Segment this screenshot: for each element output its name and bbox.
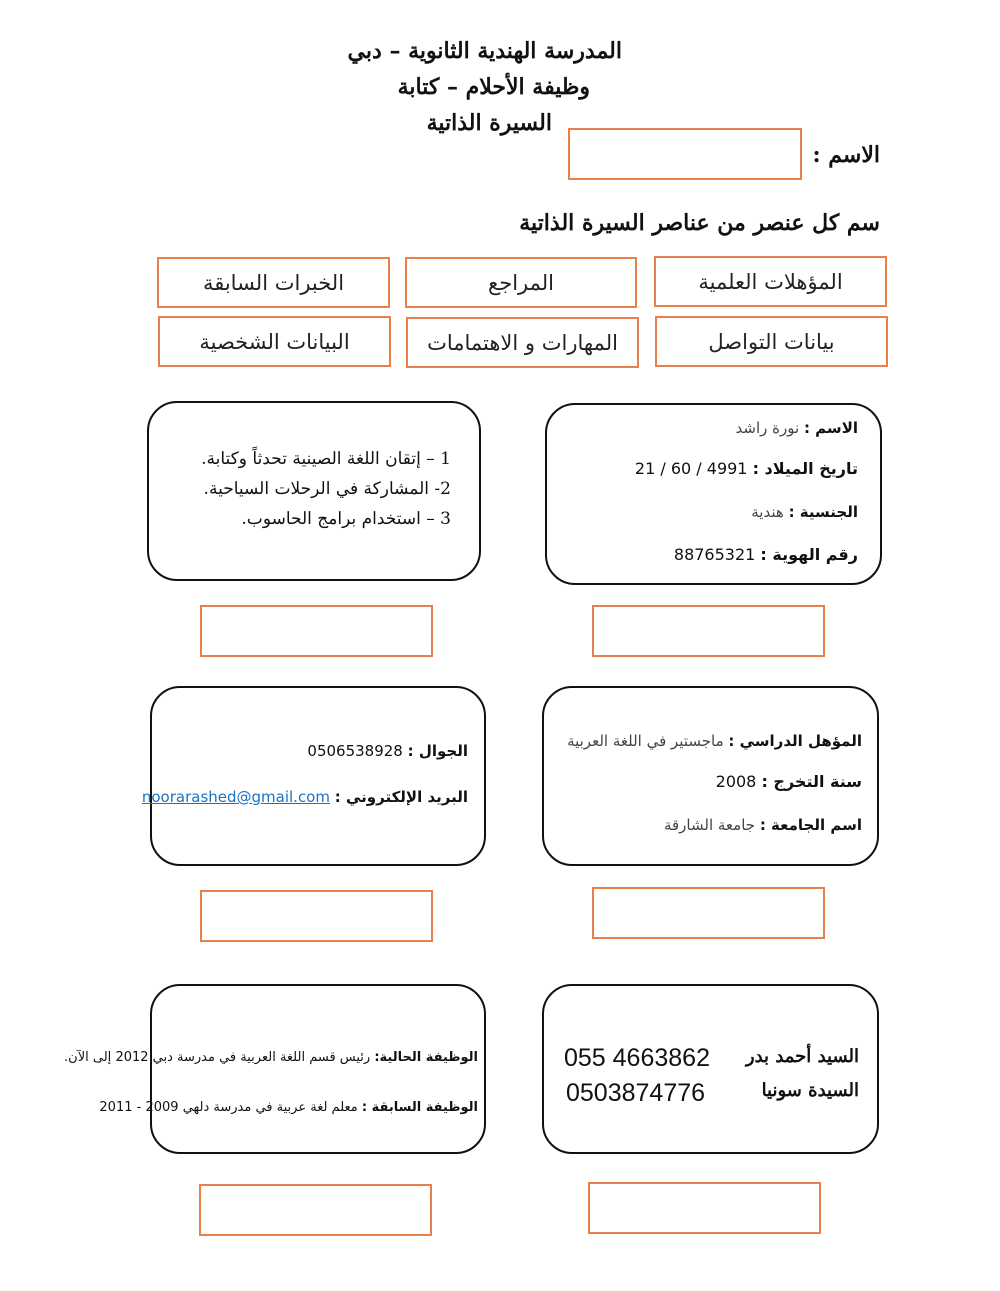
email-label: البريد الإلكتروني : bbox=[334, 788, 468, 806]
mobile-row bbox=[307, 742, 468, 760]
answer-box-skills[interactable] bbox=[200, 605, 433, 657]
mobile-label: الجوال : bbox=[407, 742, 468, 760]
ref2-phone: 0503874776 bbox=[566, 1079, 706, 1107]
option-personal[interactable]: البيانات الشخصية bbox=[158, 316, 391, 367]
option-qualifications[interactable]: المؤهلات العلمية bbox=[654, 256, 887, 307]
email-link[interactable]: noorarashed@gmail.com bbox=[141, 788, 330, 806]
university-label: اسم الجامعة : bbox=[759, 816, 862, 834]
answer-box-qualifications[interactable] bbox=[592, 887, 825, 939]
skill-line-3: 3 – استخدام برامج الحاسوب. bbox=[241, 509, 451, 529]
current-job-row bbox=[64, 1050, 478, 1065]
dob-label: تاريخ الميلاد : bbox=[752, 459, 858, 478]
previous-job-row bbox=[99, 1100, 478, 1115]
dob-row bbox=[635, 459, 858, 478]
contact-card bbox=[141, 686, 486, 866]
school-title: المدرسة الهندية الثانوية – دبي bbox=[347, 38, 622, 64]
references-card bbox=[542, 984, 879, 1154]
id-row bbox=[674, 545, 858, 564]
dob-value: 21 / 60 / 4991 bbox=[634, 459, 748, 478]
answer-box-personal[interactable] bbox=[592, 605, 825, 657]
current-job-label: الوظيفة الحالية: bbox=[374, 1050, 478, 1065]
option-contact[interactable]: بيانات التواصل bbox=[655, 316, 888, 367]
year-row bbox=[716, 772, 862, 791]
university-value: جامعة الشارقة bbox=[663, 816, 756, 834]
nationality-value: هندية bbox=[751, 503, 784, 521]
email-row bbox=[142, 788, 468, 806]
experience-card bbox=[64, 984, 486, 1154]
name-prompt: الاسم : bbox=[812, 142, 880, 168]
previous-job-label: الوظيفة السابقة : bbox=[361, 1100, 478, 1115]
name-label: الاسم : bbox=[803, 419, 858, 437]
current-job-value: رئيس قسم اللغة العربية في مدرسة دبي 2012 إلى الآن. bbox=[64, 1050, 371, 1065]
answer-box-experience[interactable] bbox=[199, 1184, 432, 1236]
instruction: سم كل عنصر من عناصر السيرة الذاتية bbox=[519, 210, 880, 236]
ref1-phone: 055 4663862 bbox=[564, 1044, 710, 1072]
mobile-value: 0506538928 bbox=[307, 742, 403, 760]
nationality-label: الجنسية : bbox=[788, 503, 858, 521]
qualifications-card bbox=[542, 686, 879, 866]
option-skills[interactable]: المهارات و الاهتمامات bbox=[406, 317, 639, 368]
skill-line-2: 2- المشاركة في الرحلات السياحية. bbox=[203, 479, 451, 499]
university-row bbox=[664, 816, 862, 834]
year-value: 2008 bbox=[715, 772, 757, 791]
personal-name-row bbox=[736, 419, 858, 437]
task-title: وظيفة الأحلام – كتابة bbox=[397, 74, 590, 100]
page-title: السيرة الذاتية bbox=[426, 110, 552, 136]
degree-row bbox=[567, 732, 862, 750]
skill-line-1: 1 – إتقان اللغة الصينية تحدثاً وكتابة. bbox=[201, 449, 451, 469]
id-value: 88765321 bbox=[673, 545, 756, 564]
skills-card bbox=[147, 401, 481, 581]
ref1-name: السيد أحمد بدر bbox=[745, 1046, 859, 1067]
answer-box-contact[interactable] bbox=[200, 890, 433, 942]
ref2-name: السيدة سونيا bbox=[761, 1080, 859, 1101]
degree-value: ماجستير في اللغة العربية bbox=[567, 732, 724, 750]
nationality-row bbox=[751, 503, 858, 521]
name-value: نورة راشد bbox=[735, 419, 800, 437]
option-experience[interactable]: الخبرات السابقة bbox=[157, 257, 390, 308]
personal-data-card bbox=[545, 403, 882, 585]
name-input[interactable] bbox=[568, 128, 802, 180]
option-references[interactable]: المراجع bbox=[405, 257, 637, 308]
answer-box-references[interactable] bbox=[588, 1182, 821, 1234]
year-label: سنة التخرج : bbox=[761, 772, 862, 791]
id-label: رقم الهوية : bbox=[760, 545, 858, 564]
degree-label: المؤهل الدراسي : bbox=[728, 732, 862, 750]
previous-job-value: معلم لغة عربية في مدرسة دلهي 2009 - 2011 bbox=[99, 1100, 358, 1115]
